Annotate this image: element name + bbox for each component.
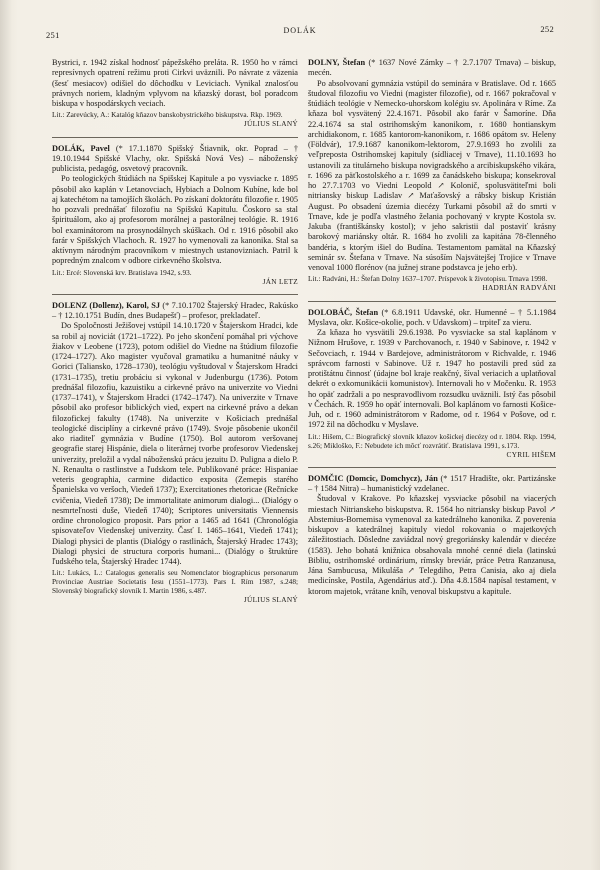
page-number-left: 251: [46, 30, 60, 40]
entry-lead-text: (* 6.8.1911 Udavské, okr. Humenné – † 5.1.1984 Myslava, okr. Košice-okolie, poch. v Udavskom) – trpiteľ za vieru.: [308, 307, 557, 327]
entry-author: HADRIÁN RADVÁNI: [482, 283, 556, 293]
entry-author: CYRIL HIŠEM: [506, 449, 556, 459]
entry-author: JÚLIUS SLANÝ: [243, 595, 298, 605]
entry-headword: DOLNY, Štefan: [308, 58, 366, 67]
entry-author: JÁN LETZ: [262, 276, 298, 286]
entry-lead-text: (* 7.10.1702 Štajerský Hradec, Rakúsko – † 12.10.1751 Budín, dnes Budapešť) – profesor, prekladateľ.: [52, 300, 298, 320]
entry-lead-text: (* 1517 Hradište, okr. Partizánske – † 1584 Nitra) – humanistický vzdelanec.: [308, 473, 556, 493]
entry-paragraph: Za kňaza ho vysvätili 29.6.1938. Po vysviacke sa stal kaplánom v Nižnom Hrušove, r. 1939 v Parchovanoch, r. 1940 v Sabinove, r. 1942 v Sečovciach, r. 1944 v Bardejove, administrátorom v Richvalde, r. 1946 správcom farnosti v Sabinove. Už r. 1947 ho postavili pred súd za protištátnu činnosť (údajne bol kraje reakčný, šíval veriacich a uplatňoval dekrét o exkomunikácii komunistov). Internovali ho v Močenku. R. 1953 ho opäť zadržali a po nespravodlivom rozsudku uväznili. Istý čas pôsobil v Čechách. R. 1959 ho opäť internovali. Bol kaplánom vo farnosti Košice-Juh, od r. 1960 administrátorom v Radome, od r. 1964 v Pošove, od r. 1972 žil na dôchodku v Myslave.: [308, 328, 556, 430]
dictionary-entry: [52, 144, 298, 287]
entry-headword: DOMČIC (Domcic, Domchycz), Ján: [308, 473, 438, 483]
dictionary-entry: [308, 308, 556, 460]
entry-paragraph: Po teologických štúdiách na Spišskej Kapitule a po vysviacke r. 1895 pôsobil ako kaplán v Letanovciach, Hybiach a Dolnom Kubíne, kde bol aj katechétom na tamojších školách. Po získaní doktorátu filozofie r. 1905 ho pozvali prednášať filozofiu na Spišskú Kapitulu. Čoskoro sa stal špirituálom, ako aj profesorom morálnej a pastorálnej teológie. R. 1916 bol examinátorom na prosynodálnych skúškach. Od r. 1916 pôsobil ako farár v Spišských Vlachoch. R. 1927 ho vymenovali za kanonika. Stal sa aktívnym národným pracovníkom v miestnych ustanovizniach. Patril k popredným znalcom v odbore cirkevného školstva.: [52, 174, 298, 266]
entry-paragraph: Študoval v Krakove. Po kňazskej vysviacke pôsobil na viacerých miestach Nitrianskeho biskupstva. R. 1564 ho nitriansky biskup Pavol ↗ Abstemius-Bornemisa vymenoval za katedrálneho kanonika. Z poverenia biskupov a katedrálnej kapituly viedol rokovania o majetkových záležitostiach. Dôsledne zaviádzal nový gregoriánsky kalendár v diecéze (1583). Jeho bohatá knižnica obsahovala mnohé cenné diela (latinskú Bibliu, ostrihomské ordinárium, rímsky breviár, práce Petra Ranzanusa, Jána Sambucusa, Mikuláša ↗ Telegdiho, Petra Canisia, ako aj diela medicínske, Postila, Agendárius atď.). Dňa 4.8.1584 napísal testament, v ktorom majetok, vrátane kníh, venoval biskupstvu a kapitule.: [308, 494, 556, 596]
running-header: [46, 24, 554, 40]
dictionary-entry: [308, 58, 556, 294]
running-title: DOLÁK: [283, 26, 317, 35]
entry-lead-text: (* 1637 Nové Zámky – † 2.7.1707 Trnava) – biskup, mecén.: [308, 58, 556, 78]
entry-divider: [308, 467, 556, 468]
dictionary-entry: [52, 58, 298, 130]
entry-lead: [308, 474, 556, 495]
right-column: [308, 58, 556, 604]
entry-paragraph: Do Spoločnosti Ježišovej vstúpil 14.10.1720 v Štajerskom Hradci, kde sa robil aj noviciát (1721–1722). Po jeho skončení pomáhal pri výchove žiakov v Leobene (1723), potom odišiel do Viedne na štúdium filozofie (1724–1727). Ako magister vyučoval gramatiku a humanitné náuky v Gorici (Taliansko, 1728–1730), teológiu vyštudoval v Štajerskom Hradci (1731–1735), tretiu probáciu si vykonal v Judenburgu (1736). Potom prednášal filozofiu, kazuistiku a cirkevné právo na univerzite vo Viedni (1737–1741), v Štajerskom Hradci (1742–1747). Na univerzite v Trnave pôsobil ako profesor biblických vied, expert na cirkevné právo a dekan filozofickej fakulty (1748). Na univerzite v Košiciach prednášal teologické disciplíny a cirkevné právo (1749). Svoje pôsobenie ukončil ako riaditeľ gymnázia v Budíne (1750). Bol autorom veršovanej geografie starej Hispánie, diela o literárnej tvorbe profesorov Viedenskej univerzity, preložil a vydal náboženskú prácu jezuitu D. Puligna a dielo P. N. Renaulta o rastlinstve a ľudskom tele. Publikované práce: Hispaniae veteris geographia, carmine didactico exposita (Zemepis starého Španielska vo veršoch, Viedeň 1737); Exercitationes rhetoricae (Rečnícke cvičenia, Viedeň 1738); De immortalitate animorum dialogi... (Dialógy o nesmrteľnosti duše, Viedeň 1740); Scriptores universitatis Viennensis ordine chronologico proposit. Pars prior a 1465 ad 1641 (Chronológia spisovateľov Viedenskej univerzity. Časť I. 1465–1641, Viedeň 1741); Dialogi physici de plantis (Dialógy o rastlinách, Štajerský Hradec 1743); Dialogi physici de structura corporis humani... (Dialógy o štruktúre ľudského tela, Štajerský Hradec 1744).: [52, 321, 298, 566]
left-column: [52, 58, 298, 613]
page-number-right: 252: [540, 24, 554, 34]
entry-divider: [308, 301, 556, 302]
entry-divider: [52, 294, 298, 295]
entry-literature: Lit.: Hišem, C.: Biografický slovník kňazov košickej diecézy od r. 1804. Rkp. 1994, s.26; Mikloško, F.: Nebudete ich môcť rozvrátiť. Bratislava 1991, s.173.: [308, 431, 556, 450]
entry-literature: Lit.: Radváni, H.: Štefan Dolny 1637–1707. Príspevok k životopisu. Trnava 1998.: [308, 274, 548, 284]
entry-headword: DOLENZ (Dollenz), Karol, SJ: [52, 300, 160, 310]
entry-lead-text: Bystrici, r. 1942 získal hodnosť pápežského preláta. R. 1950 ho v rámci represívnych opatrení režimu proti Cirkvi uväznili. Po návrate z väzenia (šesť mesiacov) odišiel do dôchodku v Leviciach. Vynikal znalosťou právnych noriem, kladným vplyvom na kňazský dorast, bol poradcom biskupa v hospodárskych veciach.: [52, 58, 298, 108]
entry-lead: [52, 301, 298, 322]
entry-literature: Lit.: Lukács, L.: Catalogus generalis seu Nomenclator biographicus personarum Provinciae Austriae Societatis Iesu (1551–1773). Pars I. Rím 1987, s.248; Slovenský biografický slovník I. Martin 1986, s.487.: [52, 568, 298, 596]
entry-literature: Lit.: Ercé: Slovenská krv. Bratislava 1942, s.93.: [52, 267, 192, 277]
dictionary-entry: [52, 301, 298, 606]
entry-lead: [308, 58, 556, 79]
entry-literature: Lit.: Zarevúcky, A.: Katalóg kňazov banskobystrického biskupstva. Rkp. 1969.: [52, 110, 283, 120]
dictionary-entry: [308, 474, 556, 597]
entry-lead: [52, 58, 298, 109]
entry-paragraph: Po absolvovaní gymnázia vstúpil do seminára v Bratislave. Od r. 1665 študoval filozofiu vo Viedni (magister filozofie), od r. 1667 pokračoval v štúdiách teológie v Nemecko-uhorskom kolégiu sv. Apolinára v Ríme. Za kňaza bol vysvätený 22.4.1671. Pôsobil ako farár v Šamoríne. Dňa 22.4.1674 sa stal ostrihomským kanonikom, r. 1680 hontianskym archidiakonom, r. 1685 kantorom-kanonikom, r. 1686 opátom sv. Heleny (Földvár), 17.9.1687 kanonikom-lektorom, 27.9.1693 ho zvolili za veľpreposta Ostrihomskej kapituly (sídliacej v Trnave), 11.10.1693 ho ustanovili za titulárneho biskupa novigradského a arcibiskupského vikára, r. 1696 za päťkostolského a r. 1699 za čanádskeho biskupa; konsekroval ho 27.7.1703 vo Viedni Leopold ↗ Kolonič, spolusvätiteľmi boli nitriansky biskup Ladislav ↗ Maťašovský a rábsky biskup Kristián August. Po obsadení územia diecézy Turkami pôsobil až do smrti v Trnave, kde je podľa vlastného želania pochovaný v krypte Kostola sv. Jakuba (františkánsky kostol); v jeho sakristii dal postaviť krásny barokový mariánsky oltár. R. 1684 ho zvolili za kapitána 78-členného bandéria, s ktorým išiel do Budína. Testamentom pamätal na Kňazský seminár sv. Štefana v Trnave. Na súsoším Najsvätejšej Trojice v Trnave venoval 1000 florénov (na južnej strane podstavca je jeho erb).: [308, 78, 556, 272]
entry-author: JÚLIUS SLANÝ: [243, 119, 298, 129]
page-gutter-shadow: [0, 0, 12, 870]
entry-headword: DOLOBÁČ, Štefan: [308, 307, 379, 317]
entry-divider: [52, 137, 298, 138]
entry-lead: [52, 144, 298, 175]
entry-lead-text: (* 17.1.1870 Spišský Štiavnik, okr. Poprad – † 19.10.1944 Spišské Vlachy, okr. Spišská Nová Ves) – náboženský publicista, pedagóg, osvetový pracovník.: [52, 143, 298, 173]
entry-lead: [308, 308, 556, 329]
entry-headword: DOLÁK, Pavel: [52, 143, 110, 153]
